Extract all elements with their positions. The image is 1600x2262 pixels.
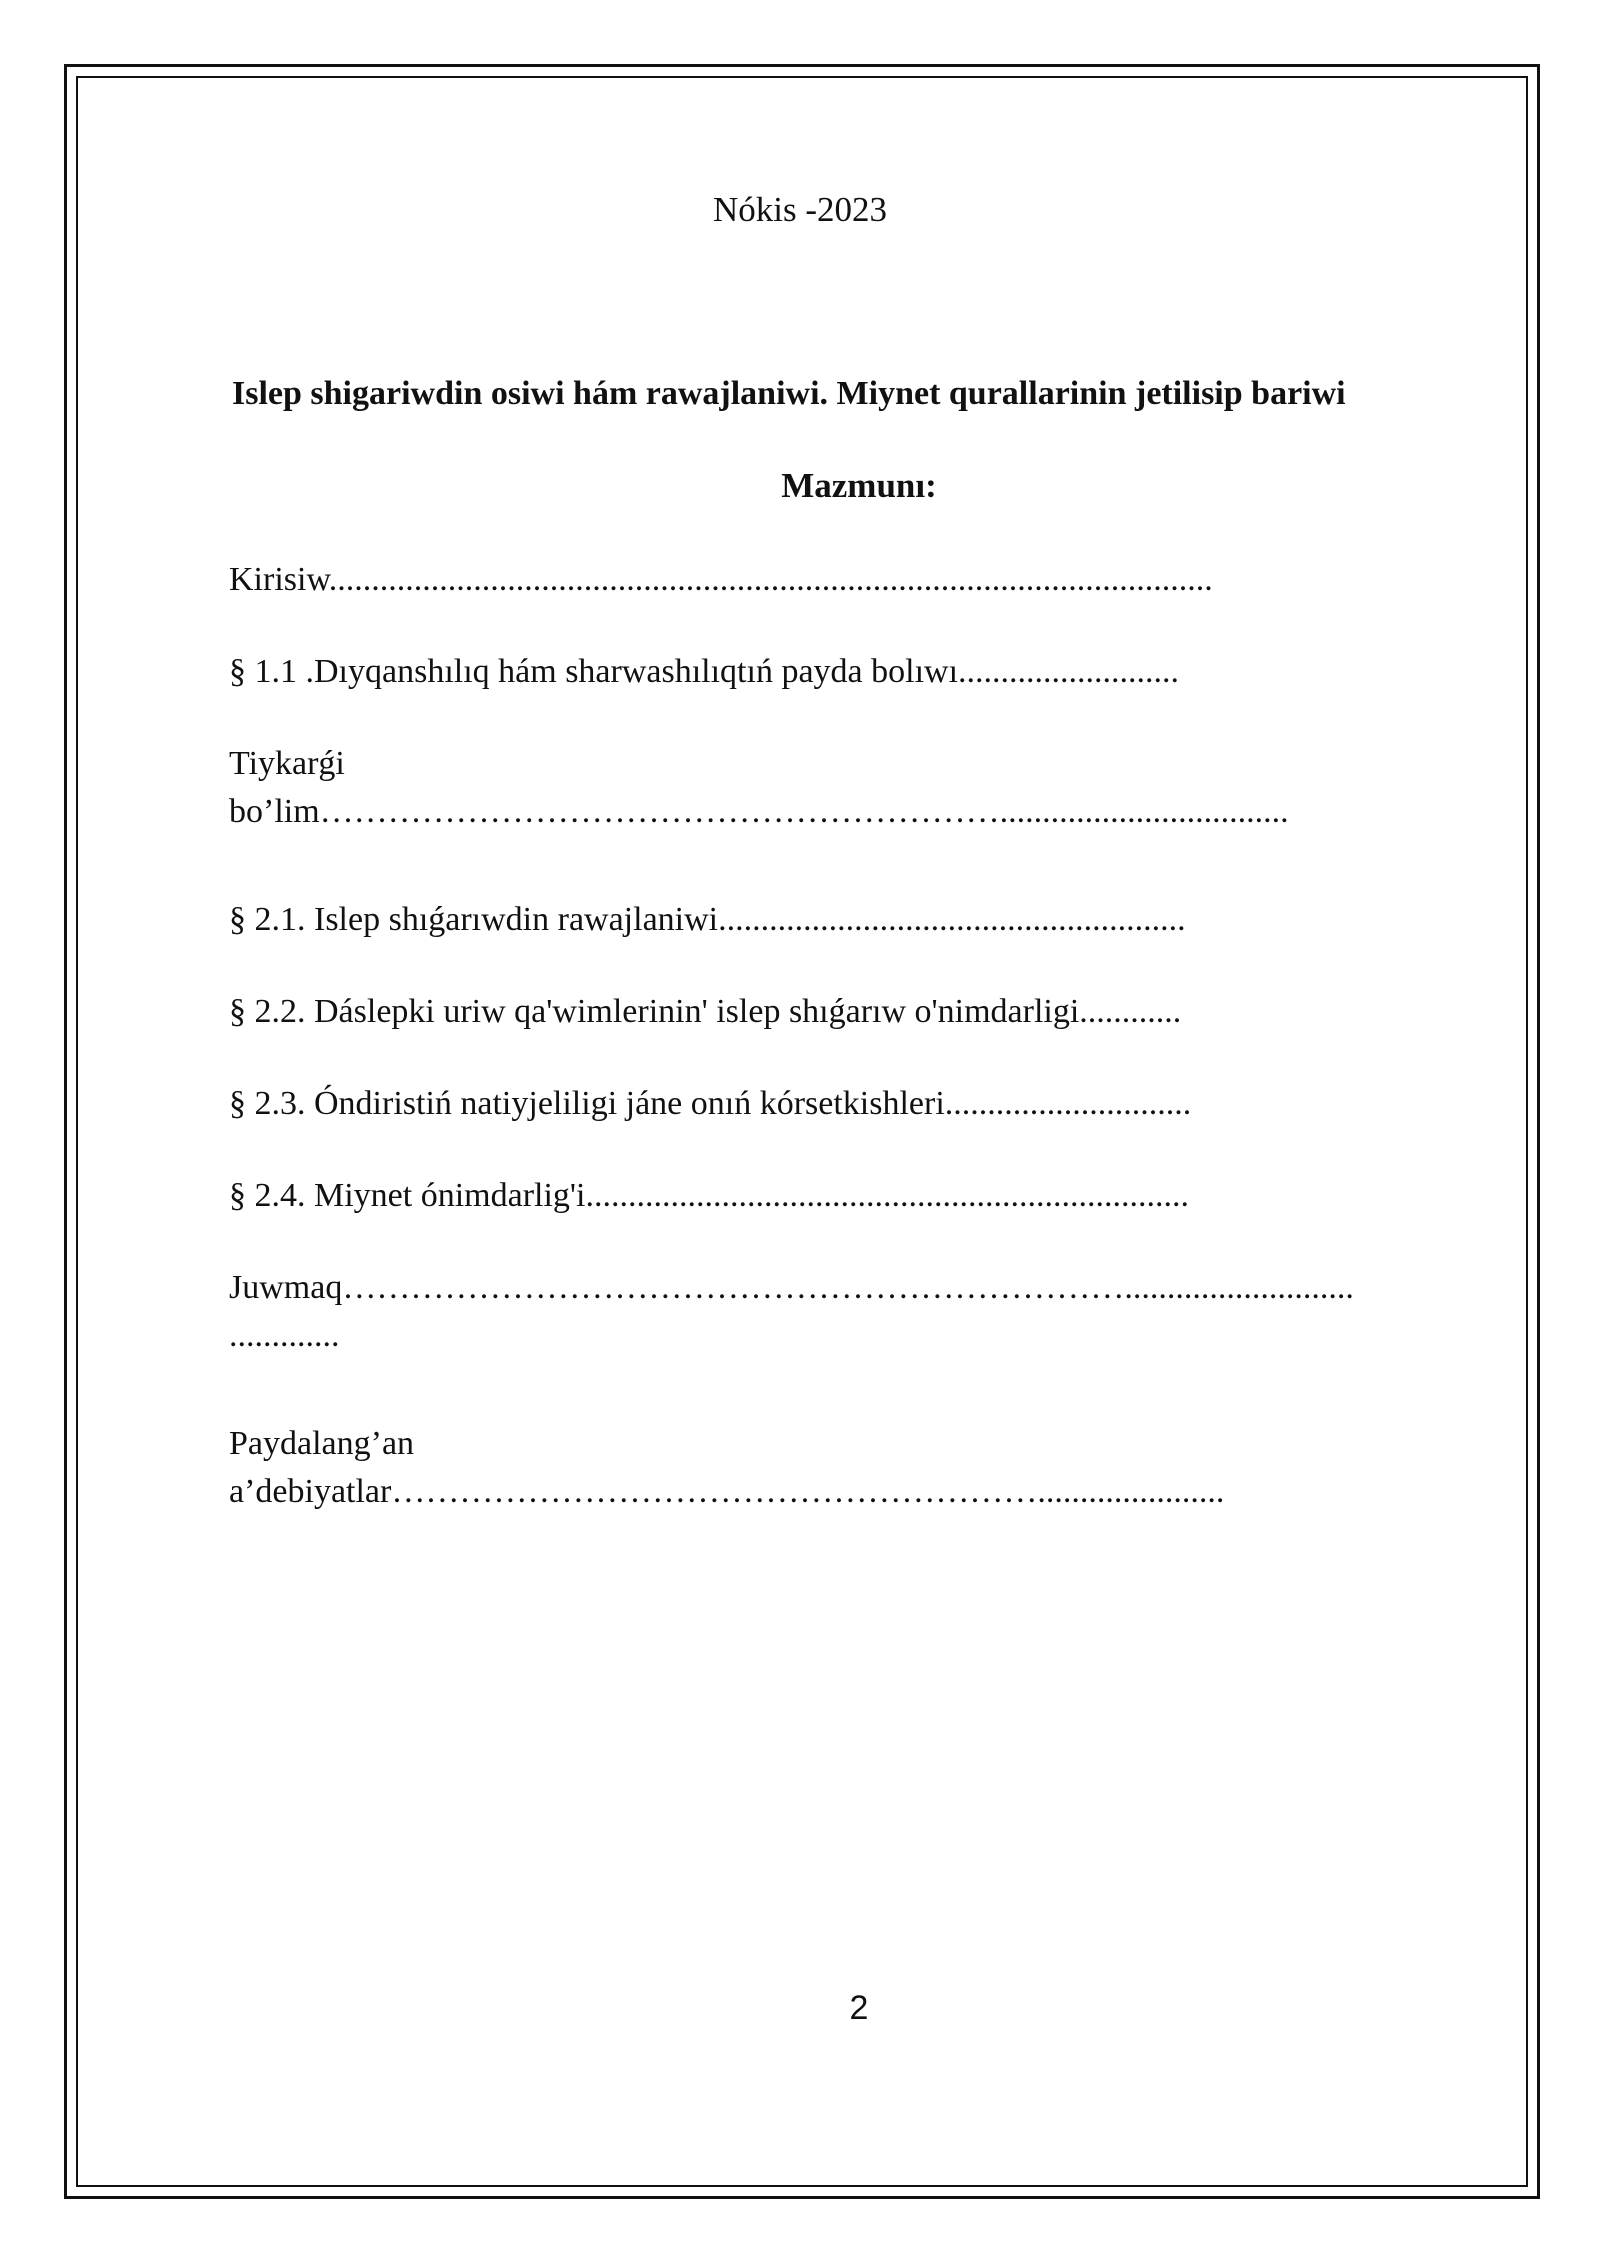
toc-entry-line: ............. bbox=[229, 1317, 340, 1354]
toc-entry-introduction bbox=[229, 556, 1489, 604]
contents-heading: Mazmunı: bbox=[781, 466, 937, 505]
toc-entry-line: Paydalang’an bbox=[229, 1425, 415, 1462]
toc-entry-line: § 2.1. Islep shıǵarıwdin rawajlaniwi....................................................... bbox=[229, 901, 1186, 938]
toc-entry-line: bo’lim…………………………………………………….................................. bbox=[229, 793, 1289, 830]
toc-entry-section-2-2 bbox=[229, 988, 1489, 1036]
toc-entry-section-2-1 bbox=[229, 896, 1489, 944]
toc-entry-line: § 2.4. Miynet ónimdarlig'i....................................................................... bbox=[229, 1177, 1189, 1214]
toc-entry-line: a’debiyatlar…………………………………………………...................... bbox=[229, 1473, 1225, 1510]
city-year: Nókis -2023 bbox=[712, 190, 888, 229]
toc-entry-section-2-3 bbox=[229, 1080, 1489, 1128]
toc-entry-conclusion bbox=[229, 1264, 1489, 1360]
page-number: 2 bbox=[849, 1989, 869, 2027]
toc-entry-line: Tiykarǵi bbox=[229, 745, 345, 782]
toc-entry-references bbox=[229, 1420, 1489, 1516]
toc-entry-main-part bbox=[229, 740, 1489, 836]
toc-entry-line: Kirisiw........................................................................................................ bbox=[229, 561, 1213, 598]
document-title: Islep shigariwdin osiwi hám rawajlaniwi. Miynet qurallarinin jetilisip bariwi bbox=[232, 375, 1346, 412]
toc-entry-line: § 2.3. Óndiristiń natiyjeliligi jáne onıń kórsetkishleri............................. bbox=[229, 1085, 1192, 1122]
toc-entry-line: Juwmaq……………………………………………………………........................... bbox=[229, 1269, 1354, 1306]
toc-entry-section-2-4 bbox=[229, 1172, 1489, 1220]
toc-entry-line: § 1.1 .Dıyqanshılıq hám sharwashılıqtıń payda bolıwı.......................... bbox=[229, 653, 1180, 690]
toc-entry-section-1-1 bbox=[229, 648, 1489, 696]
toc-entry-line: § 2.2. Dáslepki uriw qa'wimlerinin' islep shıǵarıw o'nimdarligi............ bbox=[229, 993, 1182, 1030]
